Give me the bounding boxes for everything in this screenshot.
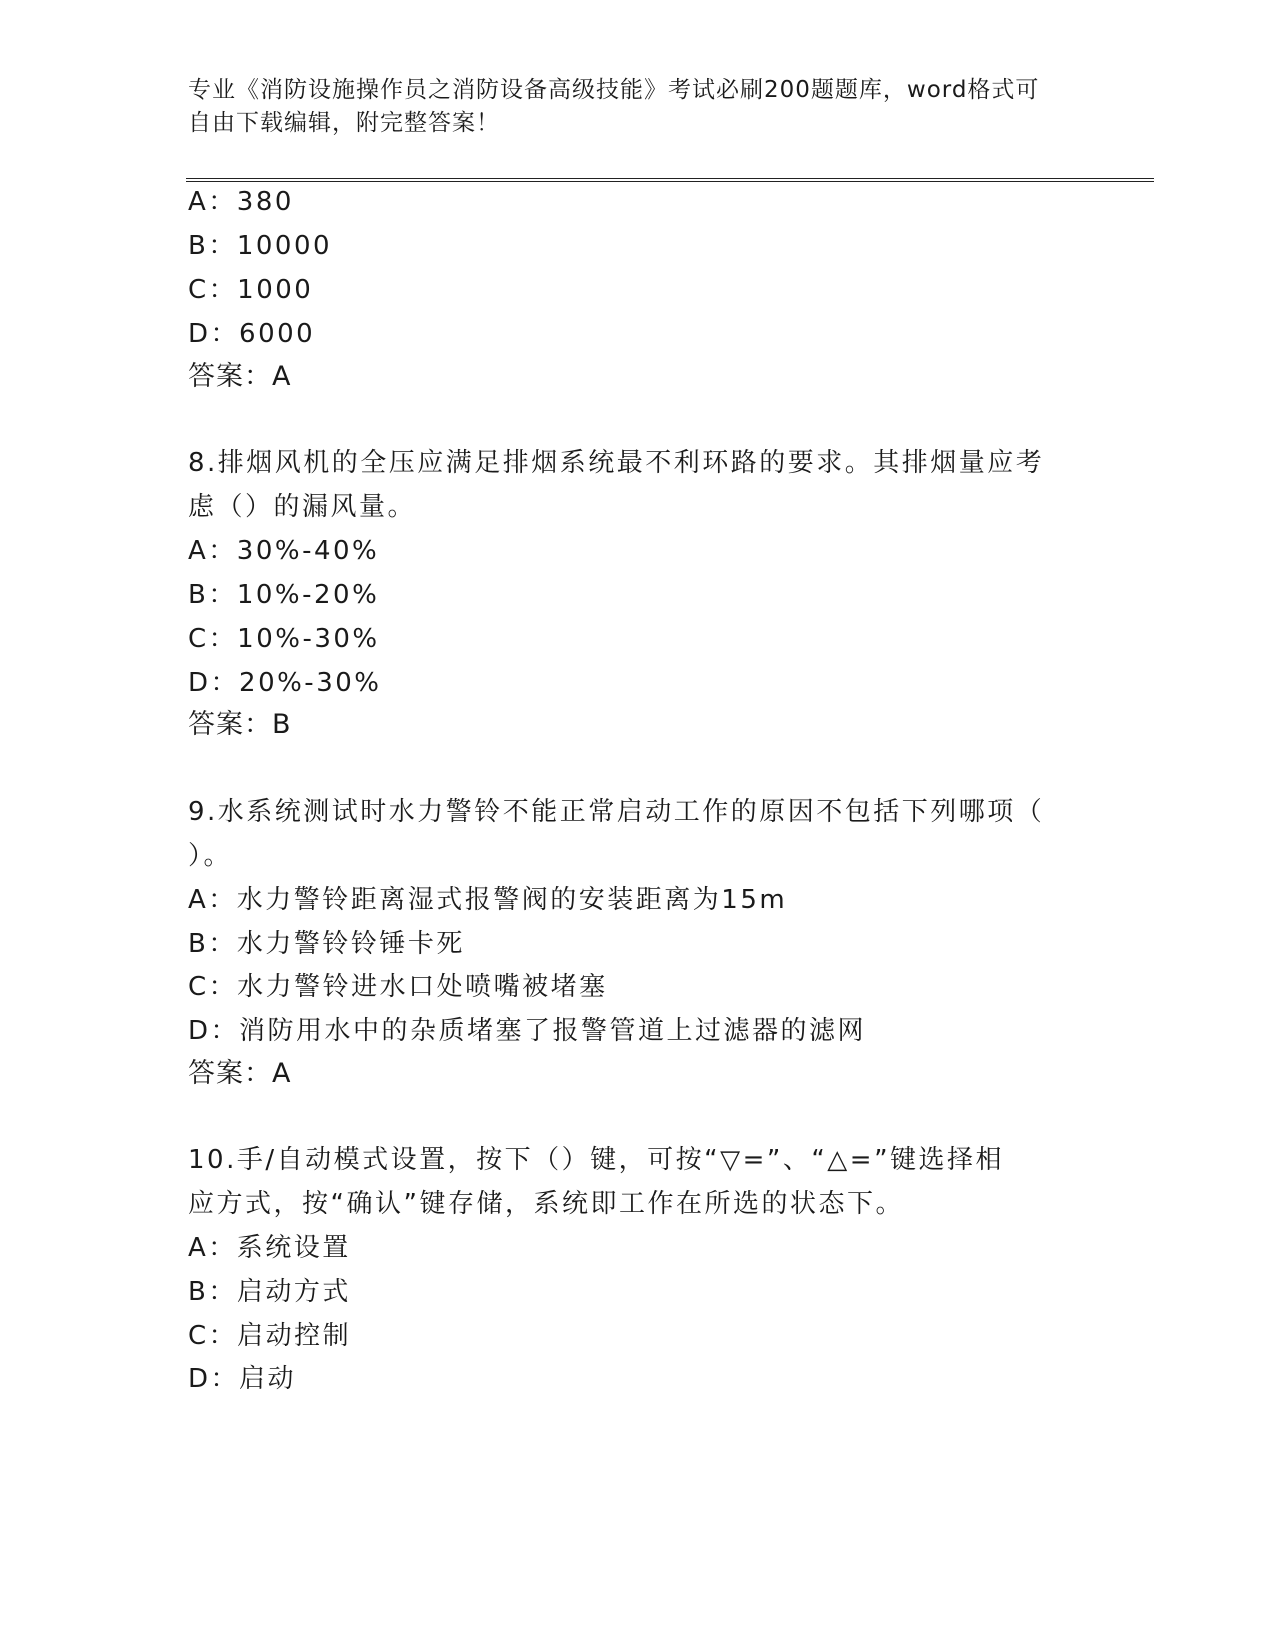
- q9-stem-line-1: 9.水系统测试时水力警铃不能正常启动工作的原因不包括下列哪项（: [188, 797, 1045, 827]
- q9-answer: 答案：A: [188, 1058, 292, 1089]
- q8-stem-line-1: 8.排烟风机的全压应满足排烟系统最不利环路的要求。其排烟量应考: [188, 448, 1045, 478]
- q10-stem-line-1: 10.手/自动模式设置，按下（）键，可按“▽=”、“△=”键选择相: [188, 1145, 1005, 1175]
- q9-option-c: C：水力警铃进水口处喷嘴被堵塞: [188, 972, 608, 1002]
- q7-answer: 答案：A: [188, 361, 292, 392]
- q8-stem-line-2: 虑（）的漏风量。: [188, 492, 417, 522]
- header-line-2: 自由下载编辑，附完整答案！: [188, 110, 500, 136]
- document-header: [188, 74, 1068, 140]
- q8-answer: 答案：B: [188, 709, 292, 740]
- q8-option-a: A：30%-40%: [188, 536, 380, 566]
- header-divider: [186, 178, 1154, 182]
- q10-option-d: D：启动: [188, 1364, 297, 1394]
- q7-option-c: C：1000: [188, 275, 314, 305]
- q10-stem-line-2: 应方式，按“确认”键存储，系统即工作在所选的状态下。: [188, 1189, 904, 1219]
- q7-option-a: A：380: [188, 187, 294, 217]
- header-line-1: 专业《消防设施操作员之消防设备高级技能》考试必刷200题题库，word格式可: [188, 77, 1040, 103]
- q9-option-a: A：水力警铃距离湿式报警阀的安装距离为15m: [188, 885, 788, 915]
- q7-option-d: D：6000: [188, 319, 316, 349]
- q8-option-c: C：10%-30%: [188, 624, 380, 654]
- q9-option-d: D：消防用水中的杂质堵塞了报警管道上过滤器的滤网: [188, 1016, 867, 1046]
- q8-option-d: D：20%-30%: [188, 668, 382, 698]
- q10-option-b: B：启动方式: [188, 1277, 351, 1307]
- q10-option-c: C：启动控制: [188, 1321, 352, 1351]
- q10-option-a: A：系统设置: [188, 1233, 351, 1263]
- q8-option-b: B：10%-20%: [188, 580, 380, 610]
- q9-option-b: B：水力警铃铃锤卡死: [188, 929, 465, 959]
- q7-option-b: B：10000: [188, 231, 333, 261]
- q9-stem-line-2: ）。: [188, 841, 233, 871]
